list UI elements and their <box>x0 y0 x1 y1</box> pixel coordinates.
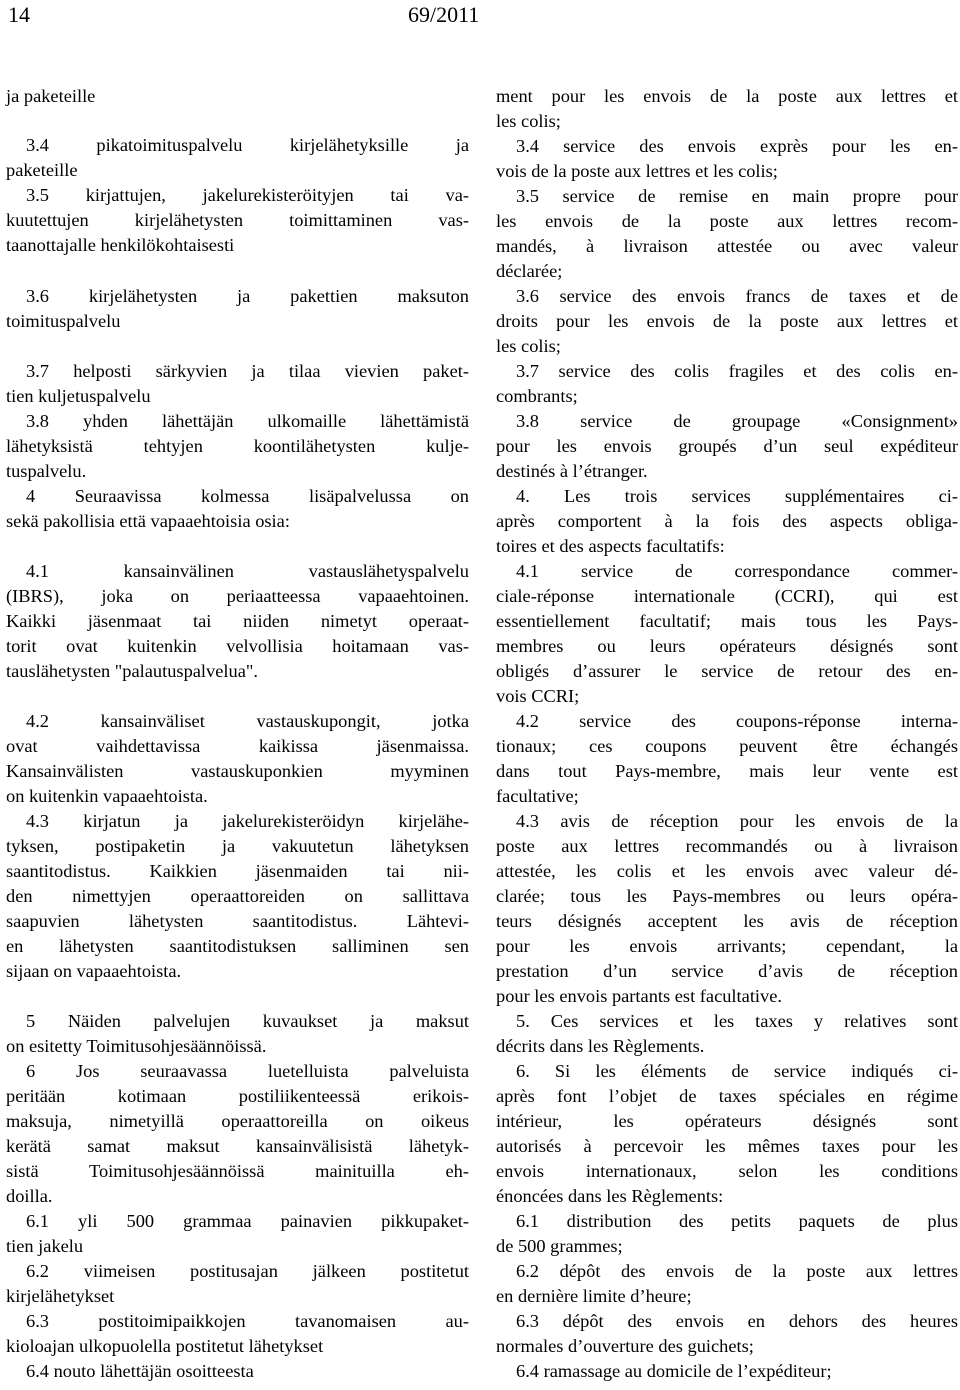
finnish-text-line: sistä Toimitusohjesäännöissä mainituilla eh- <box>6 1161 469 1181</box>
finnish-text-line: kioloajan ulkopuolella postitetut lähetykset <box>6 1336 324 1356</box>
finnish-text-line: 3.6 kirjelähetysten ja pakettien maksuton <box>26 286 469 306</box>
finnish-text-line: ja paketeille <box>6 86 96 106</box>
finnish-text-line: tien kuljetuspalvelu <box>6 386 151 406</box>
finnish-text-line: 4.1 kansainvälinen vastauslähetyspalvelu <box>26 561 469 581</box>
french-text-line: droits pour les envois de la poste aux lettres et <box>496 311 958 331</box>
french-text-line: 4.3 avis de réception pour les envois de la <box>516 811 958 831</box>
finnish-text-line: Kansainvälisten vastauskuponkien myyminen <box>6 761 469 781</box>
french-text-line: les envois de la poste aux lettres recom- <box>496 211 958 231</box>
french-text-line: déclarée; <box>496 261 563 281</box>
french-text-line: énoncées dans les Règlements: <box>496 1186 724 1206</box>
finnish-text-line: 6.1 yli 500 grammaa painavien pikkupaket- <box>26 1211 469 1231</box>
finnish-text-line: torit ovat kuitenkin velvollisia hoitamaan vas- <box>6 636 469 656</box>
finnish-text-line: toimituspalvelu <box>6 311 121 331</box>
french-text-line: 3.5 service de remise en main propre pour <box>516 186 958 206</box>
french-text-line: vois de la poste aux lettres et les colis; <box>496 161 778 181</box>
french-text-line: mandés, à livraison attestée ou avec valeur <box>496 236 958 256</box>
finnish-text-line: ovat vaihdettavissa kaikissa jäsenmaissa. <box>6 736 469 756</box>
french-text-line: ment pour les envois de la poste aux lettres et <box>496 86 958 106</box>
issue-number: 69/2011 <box>408 2 480 27</box>
finnish-text-line: taanottajalle henkilökohtaisesti <box>6 235 235 255</box>
finnish-text-line: kuutettujen kirjelähetysten toimittaminen vas- <box>6 210 469 230</box>
french-text-line: les colis; <box>496 111 561 131</box>
french-text-line: 6.4 ramassage au domicile de l’expéditeur; <box>516 1361 832 1381</box>
finnish-text-line: 4.2 kansainväliset vastauskupongit, jotka <box>26 711 469 731</box>
finnish-text-line: tien jakelu <box>6 1236 84 1256</box>
french-text-line: 4.2 service des coupons-réponse interna- <box>516 711 958 731</box>
finnish-text-line: 3.7 helposti särkyvien ja tilaa vievien paket- <box>26 361 469 381</box>
french-text-line: pour les envois groupés d’un seul expéditeur <box>496 436 958 456</box>
french-text-line: en dernière limite d’heure; <box>496 1286 692 1306</box>
french-text-line: poste aux lettres recommandés ou à livraison <box>496 836 958 856</box>
finnish-text-line: saapuvien lähetysten saantitodistus. Lähtevi- <box>6 911 469 931</box>
finnish-text-line: saantitodistus. Kaikkien jäsenmaiden tai nii- <box>6 861 469 881</box>
finnish-text-line: 4 Seuraavissa kolmessa lisäpalvelussa on <box>26 486 469 506</box>
finnish-text-line: 6.2 viimeisen postitusajan jälkeen postitetut <box>26 1261 469 1281</box>
french-text-line: pour les envois arrivants; cependant, la <box>496 936 958 956</box>
french-text-line: 4. Les trois services supplémentaires ci- <box>516 486 958 506</box>
finnish-text-line: sekä pakollisia että vapaaehtoisia osia: <box>6 511 290 531</box>
page-header <box>0 0 960 40</box>
french-text-line: pour les envois partants est facultative. <box>496 986 782 1006</box>
french-text-line: clarée; tous les Pays-membres ou leurs opéra- <box>496 886 958 906</box>
french-text-line: 3.6 service des envois francs de taxes et de <box>516 286 958 306</box>
french-text-line: les colis; <box>496 336 561 356</box>
finnish-text-line: tuspalvelu. <box>6 461 87 481</box>
french-text-line: obligés d’assurer le service de retour des en- <box>496 661 958 681</box>
finnish-text-line: on esitetty Toimitusohjesäännöissä. <box>6 1036 267 1056</box>
french-text-line: autorisés à percevoir les mêmes taxes pour les <box>496 1136 958 1156</box>
finnish-text-line: lähetyksistä tehtyjen koontilähetysten kulje- <box>6 436 469 456</box>
french-text-line: 6.2 dépôt des envois de la poste aux lettres <box>516 1261 958 1281</box>
french-text-line: décrits dans les Règlements. <box>496 1036 705 1056</box>
french-text-line: 6.1 distribution des petits paquets de plus <box>516 1211 958 1231</box>
french-text-line: dans tout Pays-membre, mais leur vente est <box>496 761 958 781</box>
finnish-text-line: 6.4 nouto lähettäjän osoitteesta <box>26 1361 254 1381</box>
finnish-text-line: 5 Näiden palvelujen kuvaukset ja maksut <box>26 1011 469 1031</box>
french-text-line: envois internationaux, selon les conditions <box>496 1161 958 1181</box>
french-text-line: attestée, les colis et les envois avec valeur dé- <box>496 861 958 881</box>
finnish-text-line: en lähetysten saantitodistuksen salliminen sen <box>6 936 469 956</box>
finnish-text-line: 6 Jos seuraavassa luetelluista palveluista <box>26 1061 469 1081</box>
finnish-text-line: 6.3 postitoimipaikkojen tavanomaisen au- <box>26 1311 469 1331</box>
french-text-line: 3.4 service des envois exprès pour les en- <box>516 136 958 156</box>
french-text-line: essentiellement facultatif; mais tous les Pays- <box>496 611 958 631</box>
french-text-line: après font l’objet de taxes spéciales en régime <box>496 1086 958 1106</box>
finnish-text-line: kirjelähetykset <box>6 1286 115 1306</box>
french-text-line: de 500 grammes; <box>496 1236 623 1256</box>
finnish-text-line: 3.5 kirjattujen, jakelurekisteröityjen tai va- <box>26 185 469 205</box>
page-number: 14 <box>8 2 30 27</box>
french-text-line: normales d’ouverture des guichets; <box>496 1336 754 1356</box>
finnish-text-line: on kuitenkin vapaaehtoista. <box>6 786 208 806</box>
french-text-line: teurs désignés acceptent les avis de réception <box>496 911 958 931</box>
french-text-line: 4.1 service de correspondance commer- <box>516 561 958 581</box>
french-text-line: après comportent à la fois des aspects obliga- <box>496 511 958 531</box>
finnish-text-line: 4.3 kirjatun ja jakelurekisteröidyn kirjelähe- <box>26 811 469 831</box>
finnish-text-line: doilla. <box>6 1186 53 1206</box>
finnish-text-line: 3.8 yhden lähettäjän ulkomaille lähettämistä <box>26 411 469 431</box>
finnish-text-line: peritään kotimaan postiliikenteessä erikois- <box>6 1086 469 1106</box>
finnish-text-line: paketeille <box>6 160 78 180</box>
french-text-line: membres ou leurs opérateurs désignés sont <box>496 636 958 656</box>
french-text-line: vois CCRI; <box>496 686 580 706</box>
french-text-line: ciale-réponse internationale (CCRI), qui est <box>496 586 958 606</box>
french-text-line: toires et des aspects facultatifs: <box>496 536 725 556</box>
french-text-line: prestation d’un service d’avis de réception <box>496 961 958 981</box>
french-text-line: tionaux; ces coupons peuvent être échangés <box>496 736 958 756</box>
french-text-line: 6. Si les éléments de service indiqués ci- <box>516 1061 958 1081</box>
french-text-line: facultative; <box>496 786 579 806</box>
finnish-text-line: maksuja, nimetyillä operaattoreilla on oikeus <box>6 1111 469 1131</box>
finnish-text-line: tauslähetysten "palautuspalvelua". <box>6 661 258 681</box>
finnish-text-line: den nimettyjen operaattoreiden on sallittava <box>6 886 469 906</box>
french-text-line: intérieur, les opérateurs désignés sont <box>496 1111 958 1131</box>
french-text-line: 5. Ces services et les taxes y relatives sont <box>516 1011 958 1031</box>
finnish-text-line: sijaan on vapaaehtoista. <box>6 961 182 981</box>
french-text-line: 3.8 service de groupage «Consignment» <box>516 411 958 431</box>
finnish-text-line: 3.4 pikatoimituspalvelu kirjelähetyksille ja <box>26 135 469 155</box>
french-text-line: 3.7 service des colis fragiles et des colis en- <box>516 361 958 381</box>
french-text-line: destinés à l’étranger. <box>496 461 648 481</box>
finnish-text-line: Kaikki jäsenmaat tai niiden nimetyt operaat- <box>6 611 469 631</box>
finnish-text-line: tyksen, postipaketin ja vakuutetun lähetyksen <box>6 836 469 856</box>
french-text-line: combrants; <box>496 386 578 406</box>
french-text-line: 6.3 dépôt des envois en dehors des heures <box>516 1311 958 1331</box>
finnish-text-line: kerätä samat maksut kansainvälisistä lähetyk- <box>6 1136 469 1156</box>
finnish-text-line: (IBRS), joka on periaatteessa vapaaehtoinen. <box>6 586 469 606</box>
